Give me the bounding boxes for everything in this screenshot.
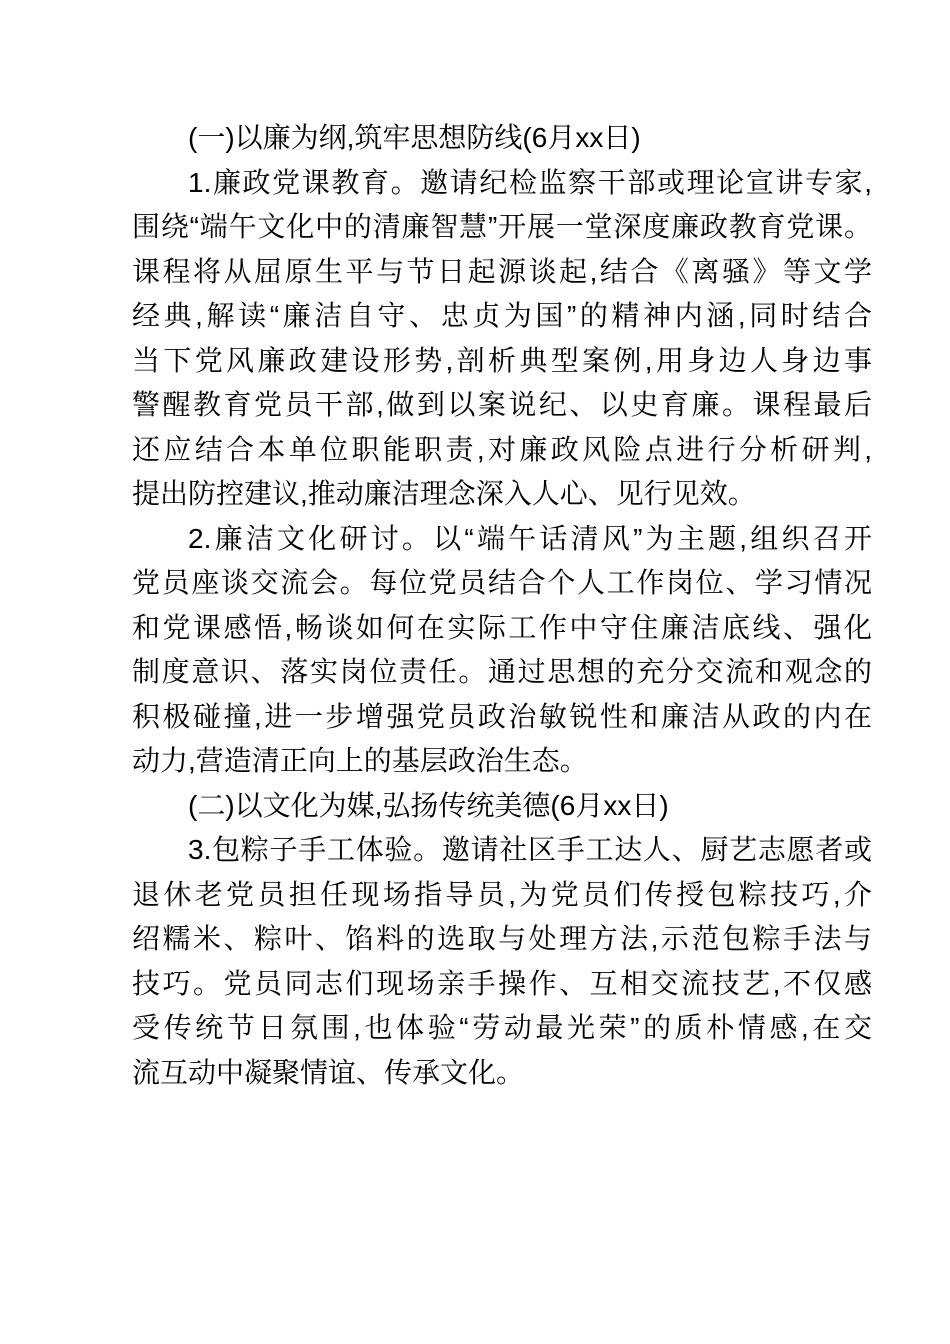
paragraph-1-line-2: 围绕“端午文化中的清廉智慧”开展一堂深度廉政教育党课。: [132, 211, 872, 242]
paragraph-3-line-4: 技巧。党员同志们现场亲手操作、互相交流技艺,不仅感: [132, 967, 872, 999]
paragraph-3-line-6: 流互动中凝聚情谊、传承文化。: [132, 1056, 525, 1088]
paragraph-3-line-3: 绍糯米、粽叶、馅料的选取与处理方法,示范包粽手法与: [132, 923, 872, 954]
paragraph-1-line-8: 提出防控建议,推动廉洁理念深入人心、见行见效。: [132, 478, 756, 509]
paragraph-1-line-3: 课程将从屈原生平与节日起源谈起,结合《离骚》等文学: [132, 255, 872, 287]
paragraph-1-line-4: 经典,解读“廉洁自守、忠贞为国”的精神内涵,同时结合: [132, 300, 872, 331]
paragraph-2-line-1: 2.廉洁文化研讨。以“端午话清风”为主题,组织召开: [188, 522, 872, 554]
paragraph-1-line-1: 1.廉政党课教育。邀请纪检监察干部或理论宣讲专家,: [188, 166, 872, 198]
paragraph-2-line-4: 制度意识、落实岗位责任。通过思想的充分交流和观念的: [132, 656, 872, 687]
paragraph-3-line-2: 退休老党员担任现场指导员,为党员们传授包粽技巧,介: [132, 878, 872, 910]
document-body: [132, 116, 872, 1095]
section-heading-1: (一)以廉为纲,筑牢思想防线(6月xx日): [188, 122, 641, 153]
paragraph-1-line-6: 警醒教育党员干部,做到以案说纪、以史育廉。课程最后: [132, 389, 872, 420]
paragraph-2-line-3: 和党课感悟,畅谈如何在实际工作中守住廉洁底线、强化: [132, 611, 872, 643]
paragraph-1-line-7: 还应结合本单位职能职责,对廉政风险点进行分析研判,: [132, 433, 872, 465]
paragraph-2-line-2: 党员座谈交流会。每位党员结合个人工作岗位、学习情况: [132, 567, 872, 598]
section-heading-2: (二)以文化为媒,弘扬传统美德(6月xx日): [188, 789, 669, 821]
paragraph-3-line-1: 3.包粽子手工体验。邀请社区手工达人、厨艺志愿者或: [188, 834, 872, 865]
paragraph-1-line-5: 当下党风廉政建设形势,剖析典型案例,用身边人身边事: [132, 344, 872, 376]
paragraph-2-line-6: 动力,营造清正向上的基层政治生态。: [132, 745, 588, 776]
paragraph-2-line-5: 积极碰撞,进一步增强党员政治敏锐性和廉洁从政的内在: [132, 700, 872, 732]
paragraph-3-line-5: 受传统节日氛围,也体验“劳动最光荣”的质朴情感,在交: [132, 1012, 872, 1043]
